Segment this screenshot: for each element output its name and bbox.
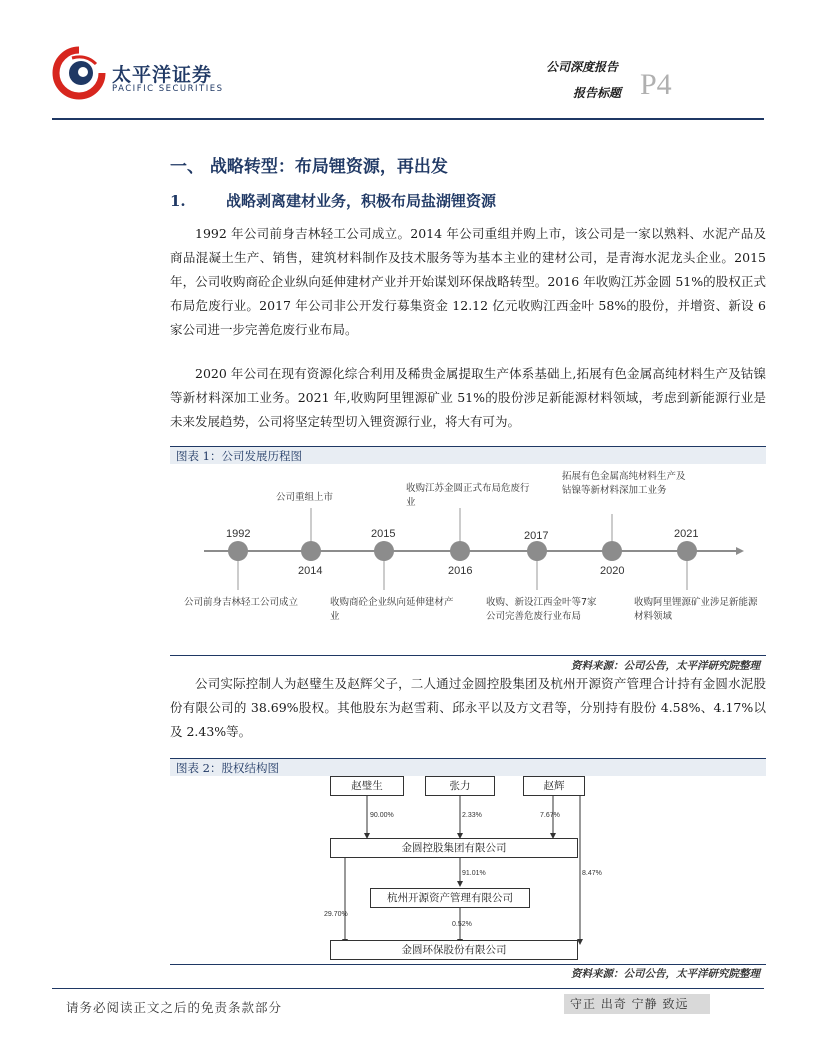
holder-zhao-hui: 赵辉	[543, 780, 565, 792]
footer-divider	[52, 988, 764, 989]
pct-zhao-bisheng-group: 90.00%	[370, 812, 394, 819]
logo-english-name: PACIFIC SECURITIES	[112, 84, 224, 94]
company-name: 金圆环保股份有限公司	[401, 944, 507, 956]
hz-box	[370, 888, 530, 908]
subsection-number: 1.	[170, 192, 186, 210]
milestone-dot-2020	[602, 541, 622, 561]
milestone-dot-1992	[228, 541, 248, 561]
paragraph-shareholders: 公司实际控制人为赵璧生及赵辉父子，二人通过金圆控股集团及杭州开源资产管理合计持有金圆水泥股份有限公司的 38.69%股权。其他股东为赵雪莉、邱永平以及方文君等，分别持有股份 4.58%、4.17%以及 2.43%等。	[170, 676, 766, 739]
pct-group-hz: 91.01%	[462, 870, 486, 877]
paragraph-transformation: 2020 年公司在现有资源化综合利用及稀贵金属提取生产体系基础上,拓展有色金属高纯材料生产及钴镍等新材料深加工业务。2021 年,收购阿里锂源矿业 51%的股份涉足新能源材料领域，考虑到新能源行业是未来发展趋势，公司将坚定转型切入锂资源行业，将大有可为。	[170, 366, 766, 429]
company-box	[330, 940, 578, 960]
logo-chinese-name: 太平洋证券	[112, 64, 213, 86]
pct-zhao-hui-company: 8.47%	[582, 870, 602, 877]
milestone-2014-label: 公司重组上市	[276, 492, 334, 503]
holder-box-zhao-bisheng	[330, 776, 404, 796]
timeline-arrow-icon	[736, 547, 744, 555]
figure2-caption: 图表 2：股权结构图	[176, 761, 279, 775]
hz-name: 杭州开源资产管理有限公司	[387, 892, 513, 904]
milestone-2017-label: 收购、新设江西金叶等7家公司完善危废行业布局	[486, 597, 597, 622]
report-type: 公司深度报告	[546, 60, 619, 74]
pct-group-company: 29.70%	[324, 911, 348, 918]
footer-disclaimer: 请务必阅读正文之后的免责条款部分	[66, 1000, 283, 1015]
figure2-source: 资料来源：公司公告，太平洋研究院整理	[571, 968, 760, 980]
holder-box-zhang-li	[425, 776, 495, 796]
header-divider	[52, 118, 764, 120]
subsection-heading	[170, 190, 496, 211]
milestone-dot-2016	[450, 541, 470, 561]
year-2021: 2021	[674, 528, 699, 540]
year-2017: 2017	[524, 530, 549, 542]
section-heading: 一、 战略转型：布局锂资源，再出发	[170, 157, 448, 177]
milestone-1992-label: 公司前身吉林轻工公司成立	[184, 597, 299, 608]
footer-motto: 守正 出奇 宁静 致远	[564, 994, 710, 1014]
figure1-source: 资料来源：公司公告，太平洋研究院整理	[571, 660, 760, 672]
figure1-caption-bar	[170, 446, 766, 464]
milestone-dot-2021	[677, 541, 697, 561]
pacific-securities-logo-icon	[52, 46, 106, 100]
figure1-bottom-rule	[170, 655, 766, 656]
figure1-caption: 图表 1：公司发展历程图	[176, 449, 302, 463]
pct-hz-company: 0.52%	[452, 921, 472, 928]
year-1992: 1992	[226, 528, 251, 540]
milestone-2020-label: 拓展有色金属高纯材料生产及钴镍等新材料深加工业务	[562, 471, 686, 496]
milestone-dot-2014	[301, 541, 321, 561]
milestone-dot-2017	[527, 541, 547, 561]
pct-zhang-li-group: 2.33%	[462, 812, 482, 819]
holder-zhao-bisheng: 赵璧生	[351, 780, 383, 792]
year-2016: 2016	[448, 565, 473, 577]
pct-zhao-hui-group: 7.67%	[540, 812, 560, 819]
holder-zhang-li: 张力	[449, 780, 471, 792]
figure2-bottom-rule	[170, 964, 766, 965]
milestone-2015-label: 收购商砼企业纵向延伸建材产业	[330, 597, 454, 622]
year-2020: 2020	[600, 565, 625, 577]
page-number: P4	[640, 68, 672, 101]
group-box	[330, 838, 578, 858]
holder-box-zhao-hui	[523, 776, 585, 796]
milestone-2016-label: 收购江苏金圆正式布局危废行业	[406, 483, 530, 508]
report-title: 报告标题	[573, 86, 622, 100]
year-2015: 2015	[371, 528, 396, 540]
milestone-dot-2015	[374, 541, 394, 561]
paragraph-history: 1992 年公司前身吉林轻工公司成立。2014 年公司重组并购上市，该公司是一家以熟料、水泥产品及商品混凝土生产、销售，建筑材料制作及技术服务等为基本主业的建材公司，是青海水泥龙头企业。2015 年，公司收购商砼企业纵向延伸建材产业并开始谋划环保战略转型。2016 年收购江苏金圆 51%的股权正式布局危废行业。2017 年公司非公开发行募集资金 12.12 亿元收购江西金叶 58%的股份，并增资、新设 6 家公司进一步完善危废行业布局。	[170, 226, 766, 337]
year-2014: 2014	[298, 565, 323, 577]
milestone-2021-label: 收购阿里锂源矿业涉足新能源材料领域	[634, 597, 758, 622]
figure2-caption-bar	[170, 758, 766, 776]
subsection-title: 战略剥离建材业务，积极布局盐湖锂资源	[226, 192, 497, 210]
group-name: 金圆控股集团有限公司	[401, 842, 507, 854]
